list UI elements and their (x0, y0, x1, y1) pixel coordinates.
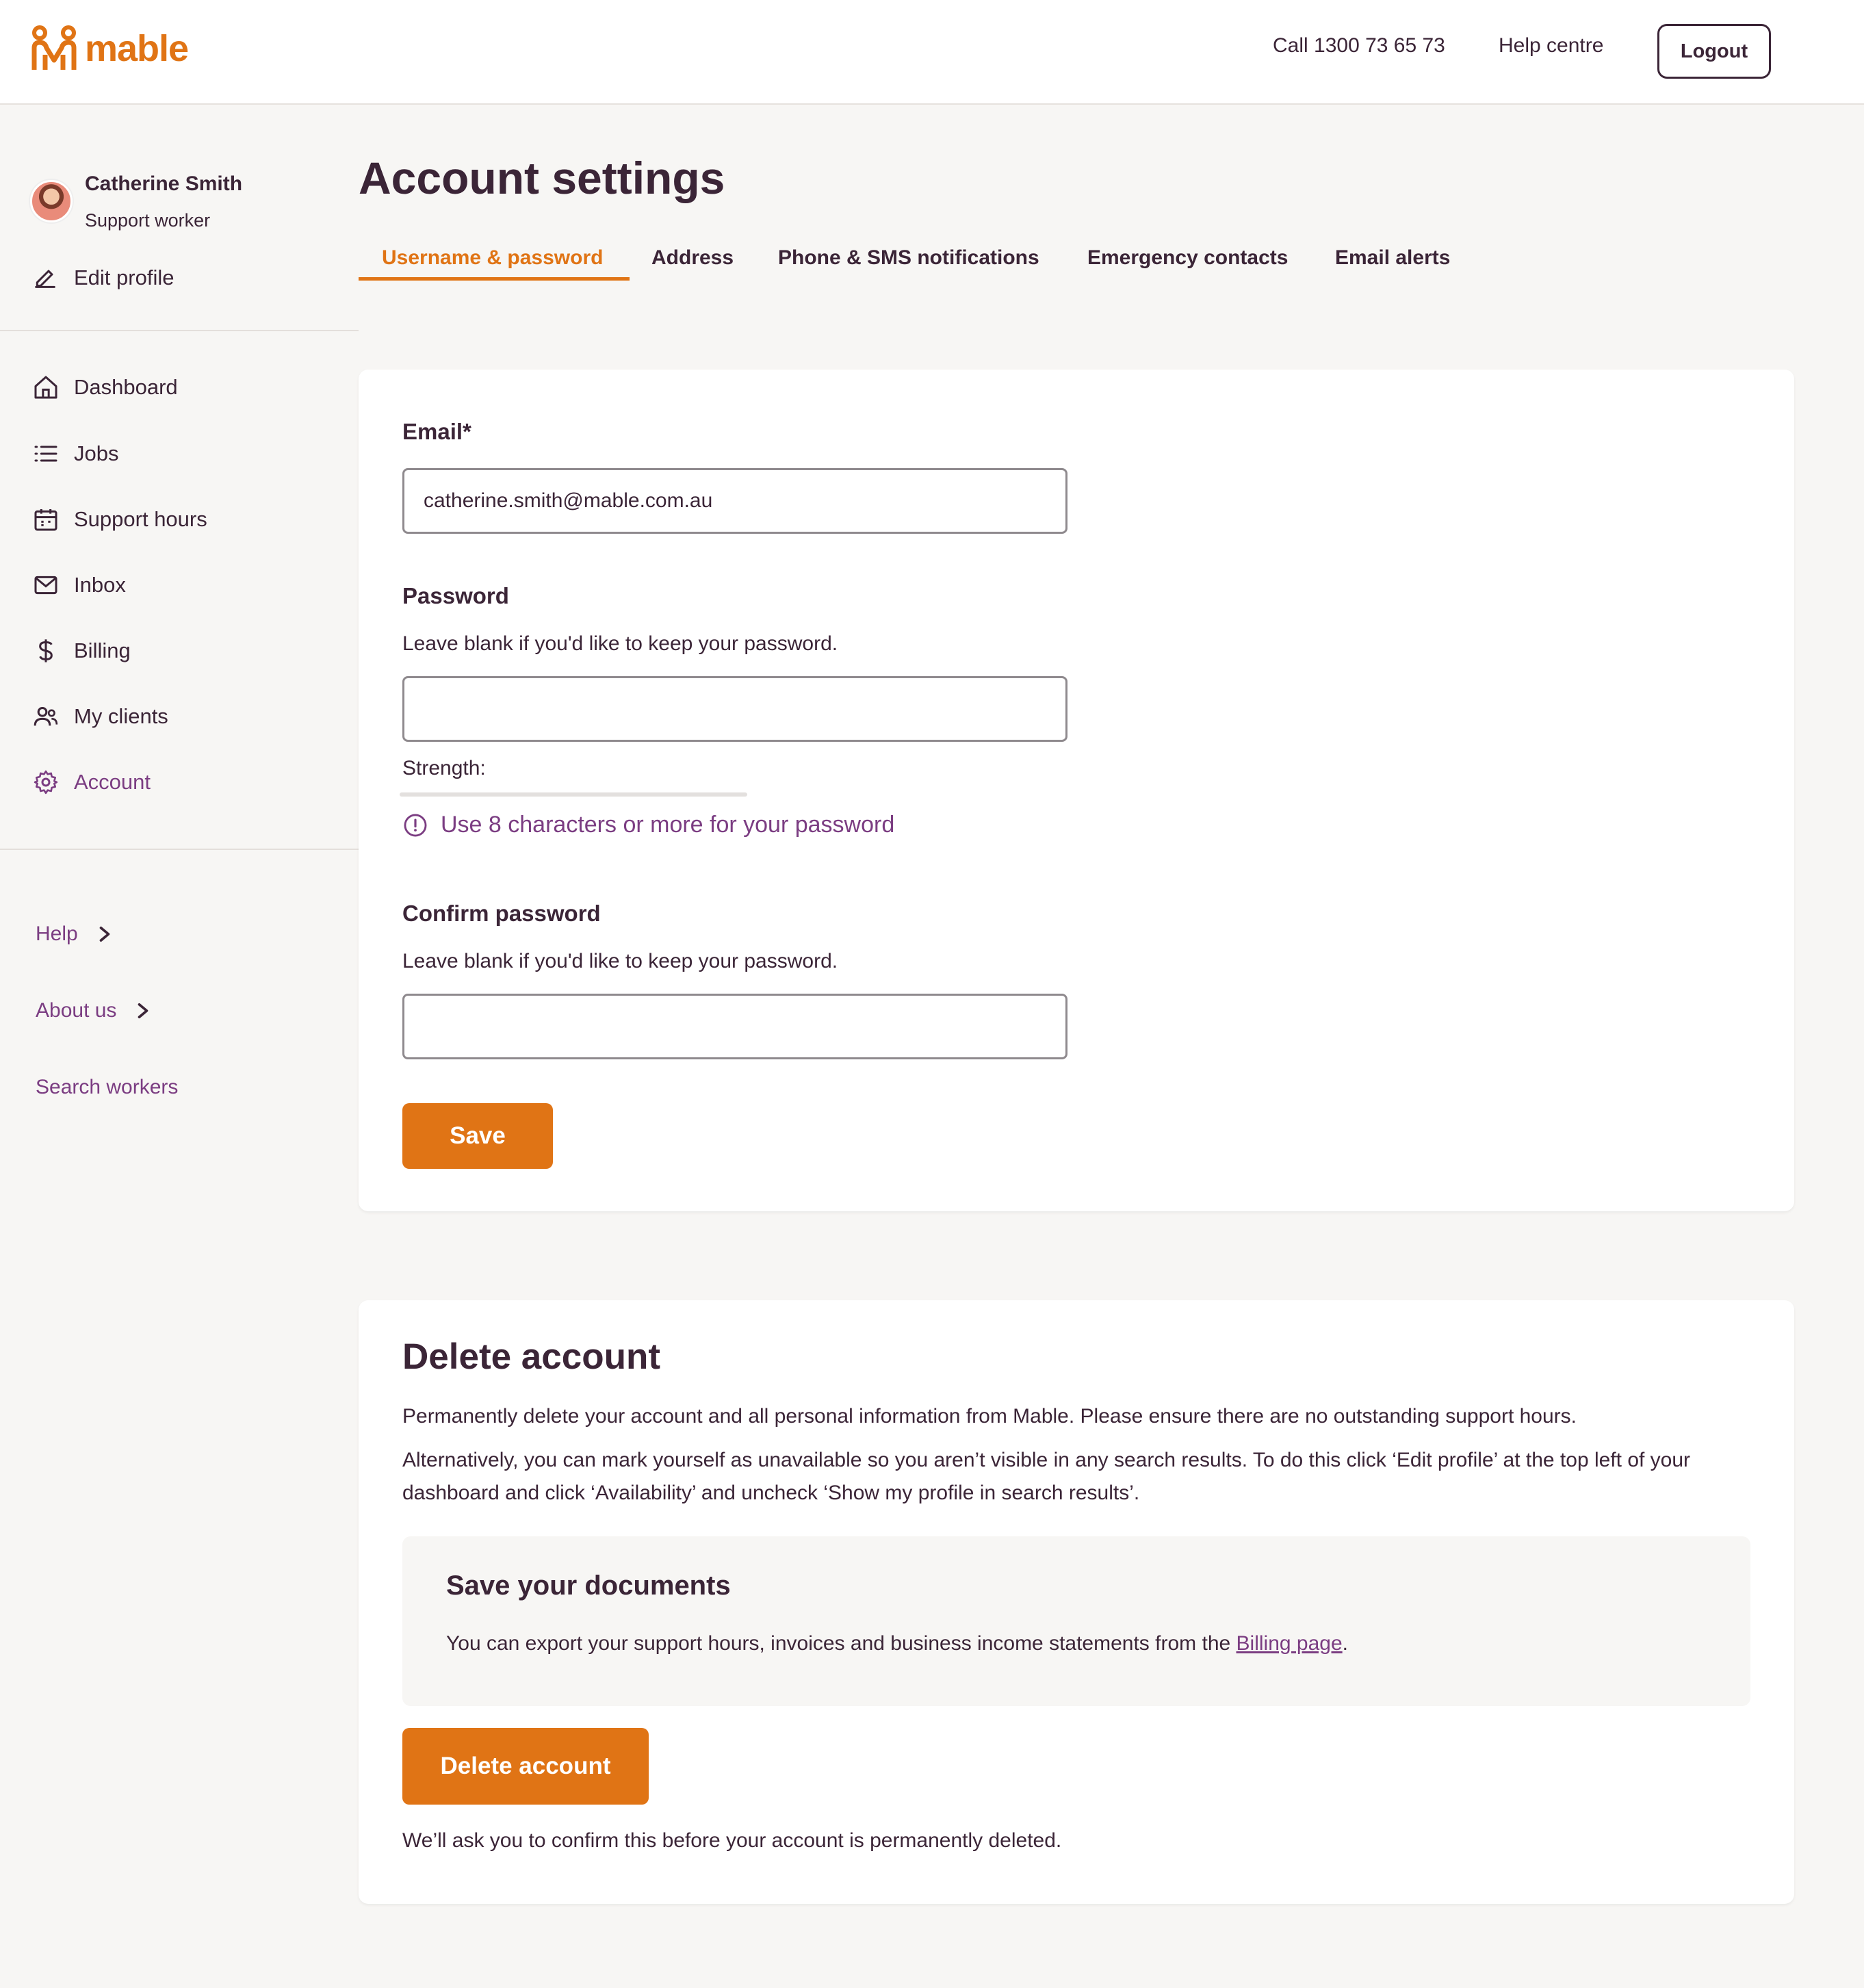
user-name: Catherine Smith (85, 172, 243, 195)
info-circle-icon (402, 812, 428, 838)
strength-label: Strength: (402, 757, 486, 779)
chevron-right-icon (97, 925, 112, 943)
unavailable-instructions: Alternatively, you can mark yourself as unavailable so you aren’t visible in any search results. To do this click ‘Edit profile’ at the top left of your dashboard and click ‘Availability’ and uncheck ‘Show my profile in search results’. (402, 1449, 1691, 1504)
sidebar-item-label: Jobs (74, 441, 119, 465)
billing-page-link[interactable]: Billing page (1236, 1632, 1343, 1655)
confirm-password-input[interactable] (402, 994, 1067, 1059)
call-link[interactable]: Call 1300 73 65 73 (1273, 34, 1445, 57)
calendar-icon (31, 505, 60, 534)
sidebar-item-label: Account (74, 770, 151, 794)
tab-emergency-contacts[interactable]: Emergency contacts (1087, 246, 1289, 269)
sidebar-item-label: Dashboard (74, 375, 178, 399)
logo-text: mable (85, 28, 189, 69)
password-hint: Leave blank if you'd like to keep your password. (402, 632, 838, 655)
mable-logo-icon (30, 25, 78, 73)
mail-icon (31, 571, 60, 599)
help-link[interactable] (36, 922, 112, 946)
sidebar-item-label: Support hours (74, 507, 207, 531)
home-icon (31, 373, 60, 402)
user-role: Support worker (85, 210, 211, 231)
delete-account-description: Permanently delete your account and all personal information from Mable. Please ensure there are no outstanding support hours. (402, 1405, 1577, 1428)
edit-profile-link[interactable] (31, 264, 174, 292)
users-icon (31, 702, 60, 731)
save-documents-text (446, 1632, 1348, 1655)
strength-warning-text: Use 8 characters or more for your password (441, 812, 895, 838)
sidebar-item-support-hours[interactable] (31, 505, 207, 534)
delete-confirm-note: We’ll ask you to confirm this before your account is permanently deleted. (402, 1829, 1062, 1852)
about-us-link[interactable] (36, 999, 151, 1022)
sidebar-divider (0, 849, 359, 850)
mable-logo[interactable] (30, 23, 188, 74)
tab-username-password[interactable]: Username & password (382, 246, 604, 269)
avatar[interactable] (30, 180, 73, 222)
tab-address[interactable]: Address (651, 246, 734, 269)
delete-account-button[interactable]: Delete account (402, 1728, 649, 1805)
sidebar-item-jobs[interactable] (31, 439, 118, 468)
delete-account-card (359, 1300, 1794, 1904)
help-link-label: Help (36, 922, 78, 945)
top-bar (0, 0, 1864, 105)
sidebar-item-billing[interactable] (31, 636, 131, 665)
about-us-link-label: About us (36, 999, 117, 1022)
tab-phone-sms[interactable]: Phone & SMS notifications (778, 246, 1039, 269)
email-label: Email* (402, 419, 471, 444)
dollar-icon (31, 636, 60, 665)
password-strength-warning (402, 812, 894, 838)
confirm-password-label: Confirm password (402, 901, 601, 926)
sidebar-item-label: Billing (74, 638, 131, 662)
password-input[interactable] (402, 676, 1067, 742)
chevron-right-icon (135, 1002, 151, 1020)
sidebar-item-dashboard[interactable] (31, 373, 178, 402)
gear-icon (31, 768, 60, 797)
credentials-card (359, 370, 1794, 1211)
password-strength-meter (400, 792, 747, 797)
save-documents-box (402, 1536, 1750, 1706)
search-workers-link[interactable]: Search workers (36, 1076, 179, 1098)
sidebar-item-my-clients[interactable] (31, 702, 168, 731)
sidebar-item-label: My clients (74, 704, 168, 728)
sidebar-item-inbox[interactable] (31, 571, 126, 599)
save-button[interactable]: Save (402, 1103, 553, 1169)
save-documents-text-body: You can export your support hours, invoices and business income statements from the (446, 1632, 1237, 1655)
active-tab-indicator (359, 277, 630, 281)
password-label: Password (402, 583, 509, 608)
delete-account-title: Delete account (402, 1337, 661, 1377)
sidebar-item-label: Inbox (74, 573, 126, 597)
email-input[interactable] (402, 468, 1067, 534)
page-title: Account settings (359, 153, 725, 203)
save-documents-title: Save your documents (446, 1571, 731, 1601)
edit-profile-label: Edit profile (74, 266, 174, 289)
save-documents-text-end: . (1342, 1632, 1348, 1655)
help-centre-link[interactable]: Help centre (1499, 34, 1604, 57)
sidebar-item-account[interactable] (31, 768, 151, 797)
tab-email-alerts[interactable]: Email alerts (1335, 246, 1451, 269)
confirm-password-hint: Leave blank if you'd like to keep your password. (402, 950, 838, 972)
pencil-icon (31, 264, 59, 292)
list-icon (31, 439, 60, 468)
logout-button[interactable]: Logout (1657, 24, 1771, 79)
sidebar-divider (0, 330, 359, 331)
